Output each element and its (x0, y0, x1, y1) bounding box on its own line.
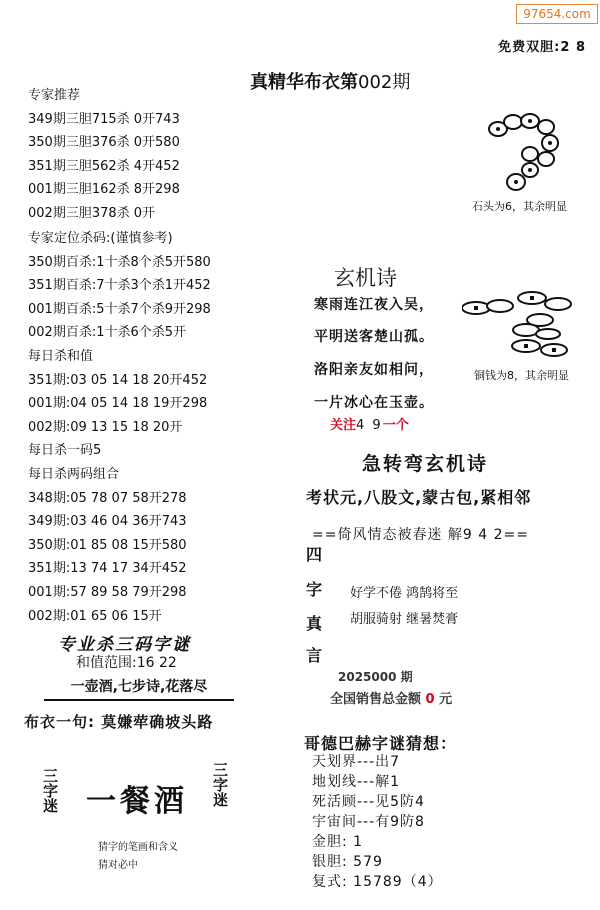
page-title (250, 68, 410, 94)
idiom-line: 好学不倦 鸿鹄将至 (350, 586, 459, 601)
expert-row: 349期三胆715杀 0开743 (28, 111, 180, 127)
two-code-row: 001期:57 89 58 79开298 (28, 584, 187, 600)
position-row: 350期百杀:1十杀8个杀5开580 (28, 254, 211, 270)
jzw-title: 急转弯玄机诗 (362, 453, 489, 475)
position-row: 001期百杀:5十杀7个杀9开298 (28, 301, 211, 317)
expert-row: 350期三胆376杀 0开580 (28, 135, 180, 151)
idiom-line: 胡服骑射 继暑焚膏 (350, 612, 459, 627)
title-main: 真精华布衣第 (250, 72, 358, 93)
expert-section (28, 84, 180, 226)
expert-header: 专家推荐 (28, 88, 81, 103)
focus-label: 关注 (330, 418, 357, 433)
two-code-row: 350期:01 85 08 15开580 (28, 537, 187, 553)
jzw-equation: ==倚风情态被春迷 解9 4 2== (312, 527, 529, 543)
buyi-sentence: 布衣一句: 莫嫌荦确坡头路 (24, 713, 214, 731)
goedel-row: 复式: 15789（4） (312, 874, 443, 890)
sum-range: 和值范围:16 22 (76, 655, 177, 671)
two-code-row: 351期:13 74 17 34开452 (28, 561, 187, 577)
goedel-row: 死活顾---见5防4 (312, 794, 425, 810)
poem-line: 洛阳亲友如相问， (314, 362, 434, 378)
sum-kill-row: 351期:03 05 14 18 20开452 (28, 372, 208, 388)
poem-line: 寒雨连江夜入吴， (314, 297, 434, 313)
special-title: 专业杀三码字谜 (58, 635, 191, 655)
riddle-right-label: 三字迷 (211, 762, 229, 807)
riddle-hint: 猜字的笔画和含义 (98, 842, 178, 853)
riddle-left-label: 三字迷 (41, 768, 59, 813)
four-char-1: 四 (306, 545, 323, 564)
one-code-kill: 每日杀一码5 (28, 443, 102, 459)
stones-number-image (486, 112, 566, 196)
sales-value: 0 (425, 692, 435, 707)
focus-hint (330, 414, 409, 433)
expert-row: 001期三胆162杀 8开298 (28, 182, 180, 198)
coin-caption: 铜钱为8，其余明显 (474, 369, 569, 382)
goedel-list (312, 752, 443, 892)
title-issue: 002期 (358, 72, 411, 93)
position-section (28, 227, 211, 628)
sales-label: 全国销售总金额 (330, 692, 422, 707)
jzw-line: 考状元,八股文,蒙古包,紧相邻 (306, 488, 532, 507)
riddle-hint-2: 猜对必中 (98, 860, 138, 871)
sum-kill-row: 001期:04 05 14 18 19开298 (28, 396, 208, 412)
two-code-row: 002期:01 65 06 15开 (28, 608, 162, 624)
four-char-3: 真 (306, 614, 323, 633)
poem-line: 平明送客楚山孤。 (314, 329, 434, 345)
site-badge[interactable]: 97654.com (516, 4, 598, 24)
sum-kill-header: 每日杀和值 (28, 348, 94, 364)
goedel-title: 哥德巴赫字谜猜想： (304, 734, 458, 753)
coins-number-image (462, 286, 574, 366)
goedel-row: 金胆: 1 (312, 834, 364, 850)
goedel-row: 天划界---出7 (312, 754, 401, 770)
position-header: 专家定位杀码:(谨慎参考) (28, 231, 173, 246)
issue-number: 2025000 期 (338, 670, 413, 684)
two-code-row: 348期:05 78 07 58开278 (28, 490, 187, 506)
free-double-pick: 免费双胆:2 8 (498, 40, 586, 55)
position-row: 351期百杀:7十杀3个杀1开452 (28, 278, 211, 294)
sales-unit: 元 (439, 692, 453, 707)
poem-title: 玄机诗 (334, 266, 397, 290)
sum-kill-row: 002期:09 13 15 18 20开 (28, 419, 183, 435)
two-code-row: 349期:03 46 04 36开743 (28, 514, 187, 530)
riddle-word: 一餐酒 (86, 784, 188, 819)
stone-caption: 石头为6，其余明显 (472, 200, 567, 213)
sales-total (330, 688, 452, 707)
poem-line: 一片冰心在玉壶。 (314, 395, 434, 411)
goedel-row: 银胆: 579 (312, 854, 383, 870)
focus-value: 4 9 (356, 418, 383, 433)
goedel-row: 地划线---解1 (312, 774, 401, 790)
two-code-header: 每日杀两码组合 (28, 466, 120, 482)
wine-riddle-line: 一壶酒,七步诗,花落尽 (44, 676, 234, 701)
four-char-4: 言 (306, 646, 323, 665)
position-row: 002期百杀:1十杀6个杀5开 (28, 325, 187, 341)
goedel-row: 宇宙间---有9防8 (312, 814, 425, 830)
expert-row: 002期三胆378杀 0开 (28, 205, 156, 221)
focus-suffix: 一个 (382, 418, 409, 433)
expert-row: 351期三胆562杀 4开452 (28, 158, 180, 174)
four-char-2: 字 (306, 580, 323, 599)
